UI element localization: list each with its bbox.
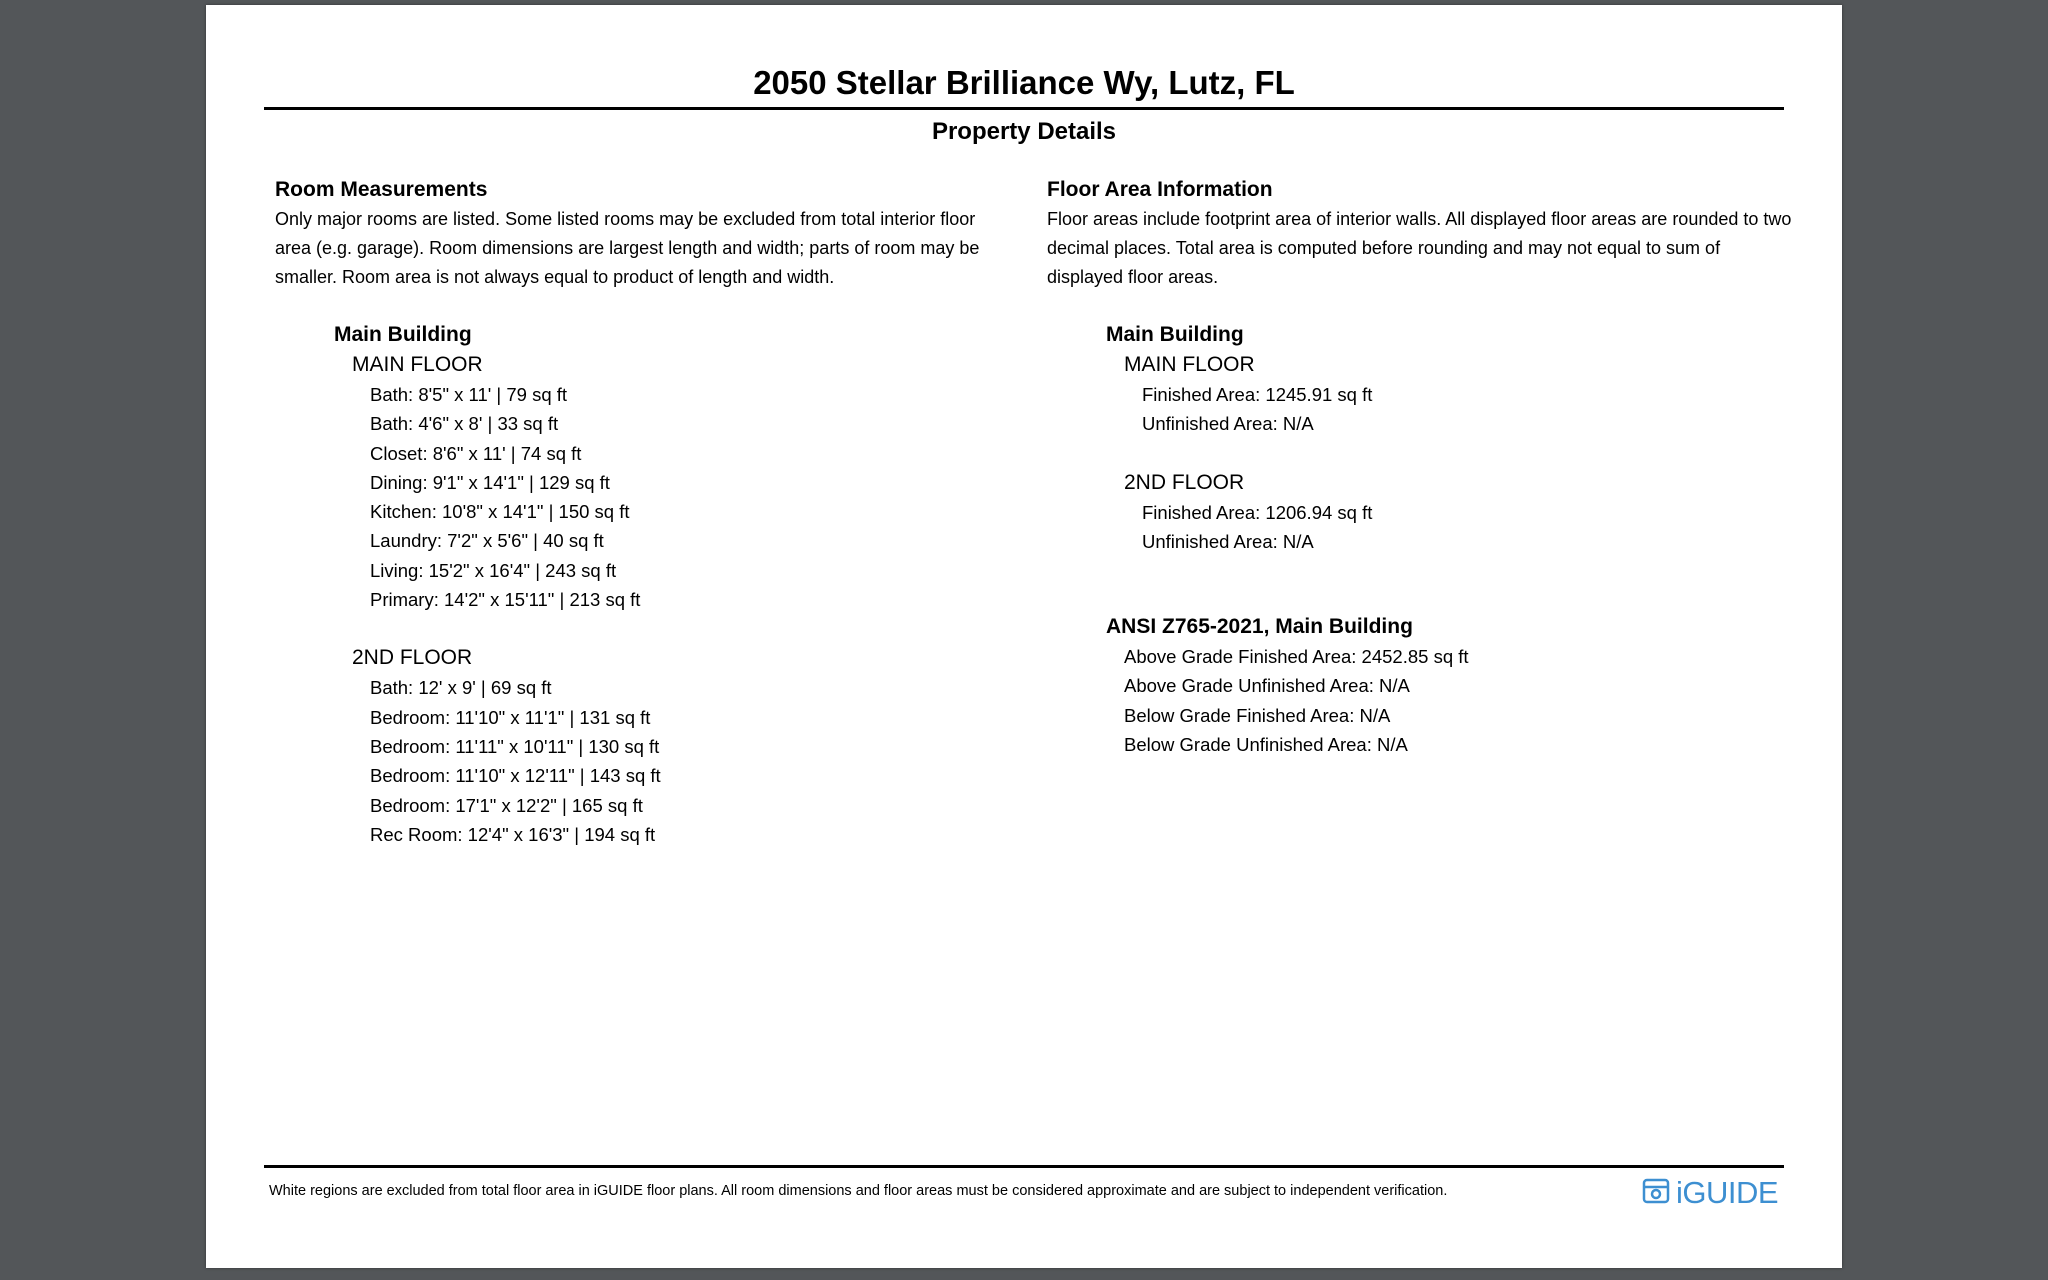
floor-name: MAIN FLOOR [352,353,483,376]
ansi-row: Below Grade Finished Area: N/A [1124,704,1391,726]
room-row: Kitchen: 10'8" x 14'1" | 150 sq ft [370,501,630,523]
room-row: Bath: 12' x 9' | 69 sq ft [370,677,552,699]
building-name: Main Building [1106,323,1244,346]
floor-area-heading: Floor Area Information [1047,178,1273,201]
room-row: Bedroom: 17'1" x 12'2" | 165 sq ft [370,794,643,816]
building-name: Main Building [334,323,472,346]
finished-area: Finished Area: 1206.94 sq ft [1142,501,1373,523]
floor-area-building [1106,320,1766,556]
room-row: Bedroom: 11'10" x 12'11" | 143 sq ft [370,765,661,787]
floor-name: 2ND FLOOR [1124,470,1245,494]
finished-area: Finished Area: 1245.91 sq ft [1142,384,1373,405]
title-divider [264,107,1784,110]
floor-name: MAIN FLOOR [1124,353,1255,376]
room-row: Rec Room: 12'4" x 16'3" | 194 sq ft [370,823,656,845]
room-row: Primary: 14'2" x 15'11" | 213 sq ft [370,589,641,611]
footer-disclaimer: White regions are excluded from total floor area in iGUIDE floor plans. All room dimensions and floor areas must be considered approximate and are subject to independent verification. [269,1183,1448,1199]
iguide-logo-icon [1642,1177,1670,1210]
iguide-logo [1642,1173,1778,1213]
page-subtitle: Property Details [931,118,1117,145]
document-page [206,5,1842,1268]
unfinished-area: Unfinished Area: N/A [1142,530,1314,552]
room-row: Living: 15'2" x 16'4" | 243 sq ft [370,559,617,581]
room-row: Bath: 8'5" x 11' | 79 sq ft [370,384,568,405]
floor-area-section [1047,175,1792,755]
ansi-row: Above Grade Finished Area: 2452.85 sq ft [1124,646,1469,667]
ansi-row: Above Grade Unfinished Area: N/A [1124,675,1410,697]
room-measurements-building [334,320,994,849]
room-row: Dining: 9'1" x 14'1" | 129 sq ft [370,471,610,493]
spacer [1106,439,1766,468]
room-row: Bedroom: 11'10" x 11'1" | 131 sq ft [370,706,651,728]
page-title: 2050 Stellar Brilliance Wy, Lutz, FL [753,64,1295,101]
room-measurements-heading: Room Measurements [275,178,488,201]
ansi-row: Below Grade Unfinished Area: N/A [1124,733,1408,755]
room-row: Closet: 8'6" x 11' | 74 sq ft [370,442,582,464]
room-row: Laundry: 7'2" x 5'6" | 40 sq ft [370,530,604,552]
ansi-section [1106,612,1766,759]
unfinished-area: Unfinished Area: N/A [1142,413,1314,435]
floor-area-note: Floor areas include footprint area of interior walls. All displayed floor areas are rounded to two decimal places. Total area is computed before rounding and may not equal to sum of displayed floor areas. [1047,209,1792,287]
iguide-logo-text: iGUIDE [1676,1175,1779,1210]
room-row: Bedroom: 11'11" x 10'11" | 130 sq ft [370,735,660,757]
spacer [334,614,994,643]
footer-divider [264,1165,1784,1168]
room-row: Bath: 4'6" x 8' | 33 sq ft [370,413,559,435]
room-measurements-section [275,175,1015,845]
room-measurements-note: Only major rooms are listed. Some listed rooms may be excluded from total interior floor area (e.g. garage). Room dimensions are largest length and width; parts of room may be smaller. Room area is not always equal to product of length and width. [275,209,980,287]
floor-name: 2ND FLOOR [352,646,473,670]
ansi-heading: ANSI Z765-2021, Main Building [1106,615,1413,638]
